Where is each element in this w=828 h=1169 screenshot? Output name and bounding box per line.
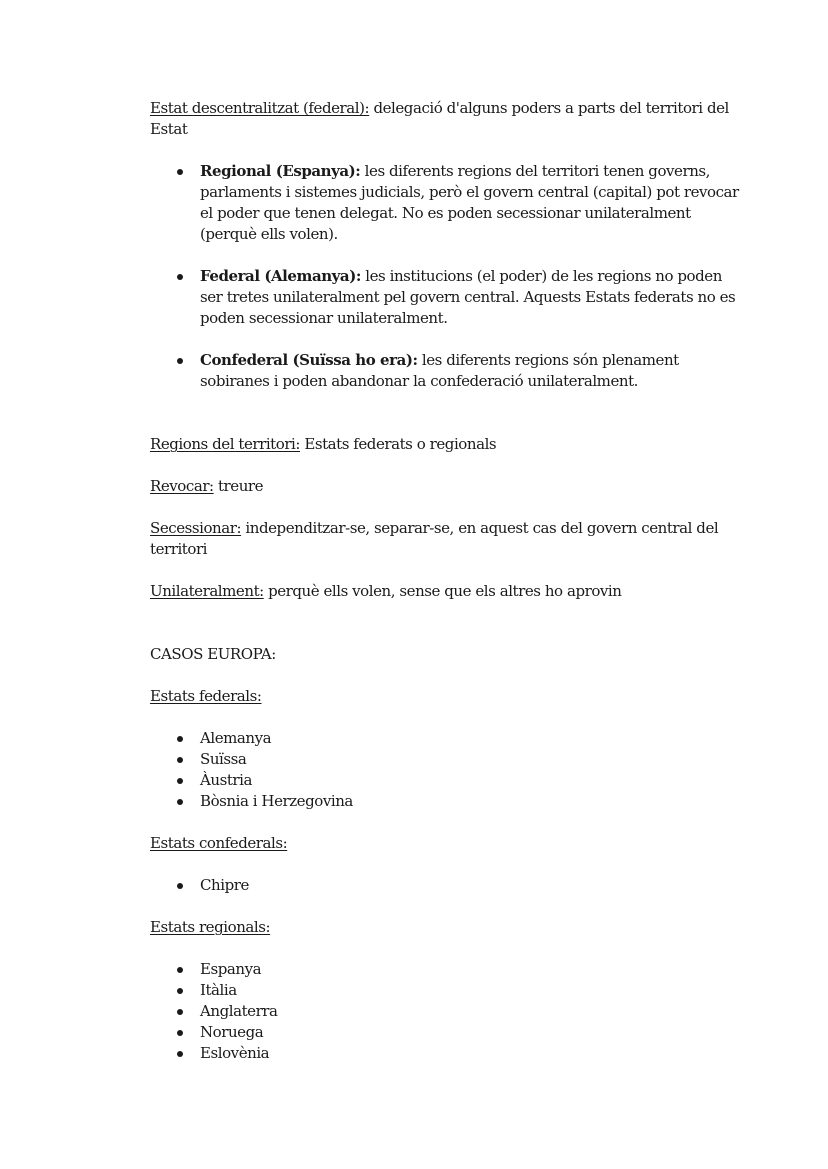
- list-item-label: Alemanya: [200, 729, 272, 747]
- glossary-entry: [150, 476, 740, 497]
- regional-list: [150, 959, 740, 1064]
- type-text: les institucions (el poder) de les regions no poden ser tretes unilateralment pel govern central. Aquests Estats federats no es poden secessionar unilateralment.: [200, 267, 736, 327]
- type-term: Federal (Alemanya):: [200, 267, 361, 285]
- glossary-term: Revocar:: [150, 477, 214, 495]
- list-item: [150, 1001, 740, 1022]
- bullet-icon: [177, 274, 183, 280]
- confederal-list: [150, 875, 740, 896]
- list-item: [150, 161, 740, 245]
- bullet-icon: [177, 169, 183, 175]
- list-item-label: Àustria: [200, 771, 252, 789]
- list-item: [150, 1022, 740, 1043]
- bullet-icon: [177, 1030, 183, 1036]
- bullet-icon: [177, 1009, 183, 1015]
- list-item: [150, 959, 740, 980]
- bullet-icon: [177, 358, 183, 364]
- intro-paragraph: [150, 98, 740, 140]
- glossary-text: perquè ells volen, sense que els altres ho aprovin: [263, 582, 622, 600]
- glossary-entry: [150, 518, 740, 560]
- list-item: [150, 728, 740, 749]
- glossary-entry: [150, 581, 740, 602]
- bullet-icon: [177, 967, 183, 973]
- bullet-icon: [177, 757, 183, 763]
- list-item: [150, 266, 740, 329]
- list-item-label: Eslovènia: [200, 1044, 270, 1062]
- confederal-heading: Estats confederals:: [150, 834, 288, 852]
- list-item: [150, 350, 740, 392]
- list-item-label: Itàlia: [200, 981, 237, 999]
- type-term: Regional (Espanya):: [200, 162, 361, 180]
- glossary-term: Regions del territori:: [150, 435, 300, 453]
- federal-heading: Estats federals:: [150, 687, 262, 705]
- bullet-icon: [177, 799, 183, 805]
- bullet-icon: [177, 988, 183, 994]
- intro-text: delegació d'alguns poders a parts del territori del Estat: [150, 99, 729, 138]
- federal-list: [150, 728, 740, 812]
- list-item-label: Suïssa: [200, 750, 247, 768]
- type-term: Confederal (Suïssa ho era):: [200, 351, 418, 369]
- glossary-term: Unilateralment:: [150, 582, 264, 600]
- glossary-text: Estats federats o regionals: [300, 435, 497, 453]
- bullet-icon: [177, 736, 183, 742]
- bullet-icon: [177, 883, 183, 889]
- glossary-entry: [150, 434, 740, 455]
- bullet-icon: [177, 778, 183, 784]
- list-item: [150, 1043, 740, 1064]
- list-item: [150, 791, 740, 812]
- list-item: [150, 980, 740, 1001]
- glossary-text: independitzar-se, separar-se, en aquest cas del govern central del territori: [150, 519, 719, 558]
- list-item: [150, 749, 740, 770]
- list-item-label: Chipre: [200, 876, 249, 894]
- list-item-label: Anglaterra: [200, 1002, 278, 1020]
- document-page: [150, 98, 740, 1064]
- type-text: les diferents regions són plenament sobiranes i poden abandonar la confederació unilateralment.: [200, 351, 679, 390]
- list-item-label: Noruega: [200, 1023, 264, 1041]
- cases-heading: CASOS EUROPA:: [150, 645, 276, 663]
- regional-heading: Estats regionals:: [150, 918, 271, 936]
- glossary-text: treure: [213, 477, 264, 495]
- type-text: les diferents regions del territori tenen governs, parlaments i sistemes judicials, però el govern central (capital) pot revocar el poder que tenen delegat. No es poden secessionar unilateralment (perquè ells volen).: [200, 162, 739, 243]
- bullet-icon: [177, 1051, 183, 1057]
- state-types-list: [150, 161, 740, 392]
- glossary-term: Secessionar:: [150, 519, 242, 537]
- list-item-label: Bòsnia i Herzegovina: [200, 792, 353, 810]
- list-item: [150, 770, 740, 791]
- list-item-label: Espanya: [200, 960, 262, 978]
- intro-term: Estat descentralitzat (federal):: [150, 99, 370, 117]
- list-item: [150, 875, 740, 896]
